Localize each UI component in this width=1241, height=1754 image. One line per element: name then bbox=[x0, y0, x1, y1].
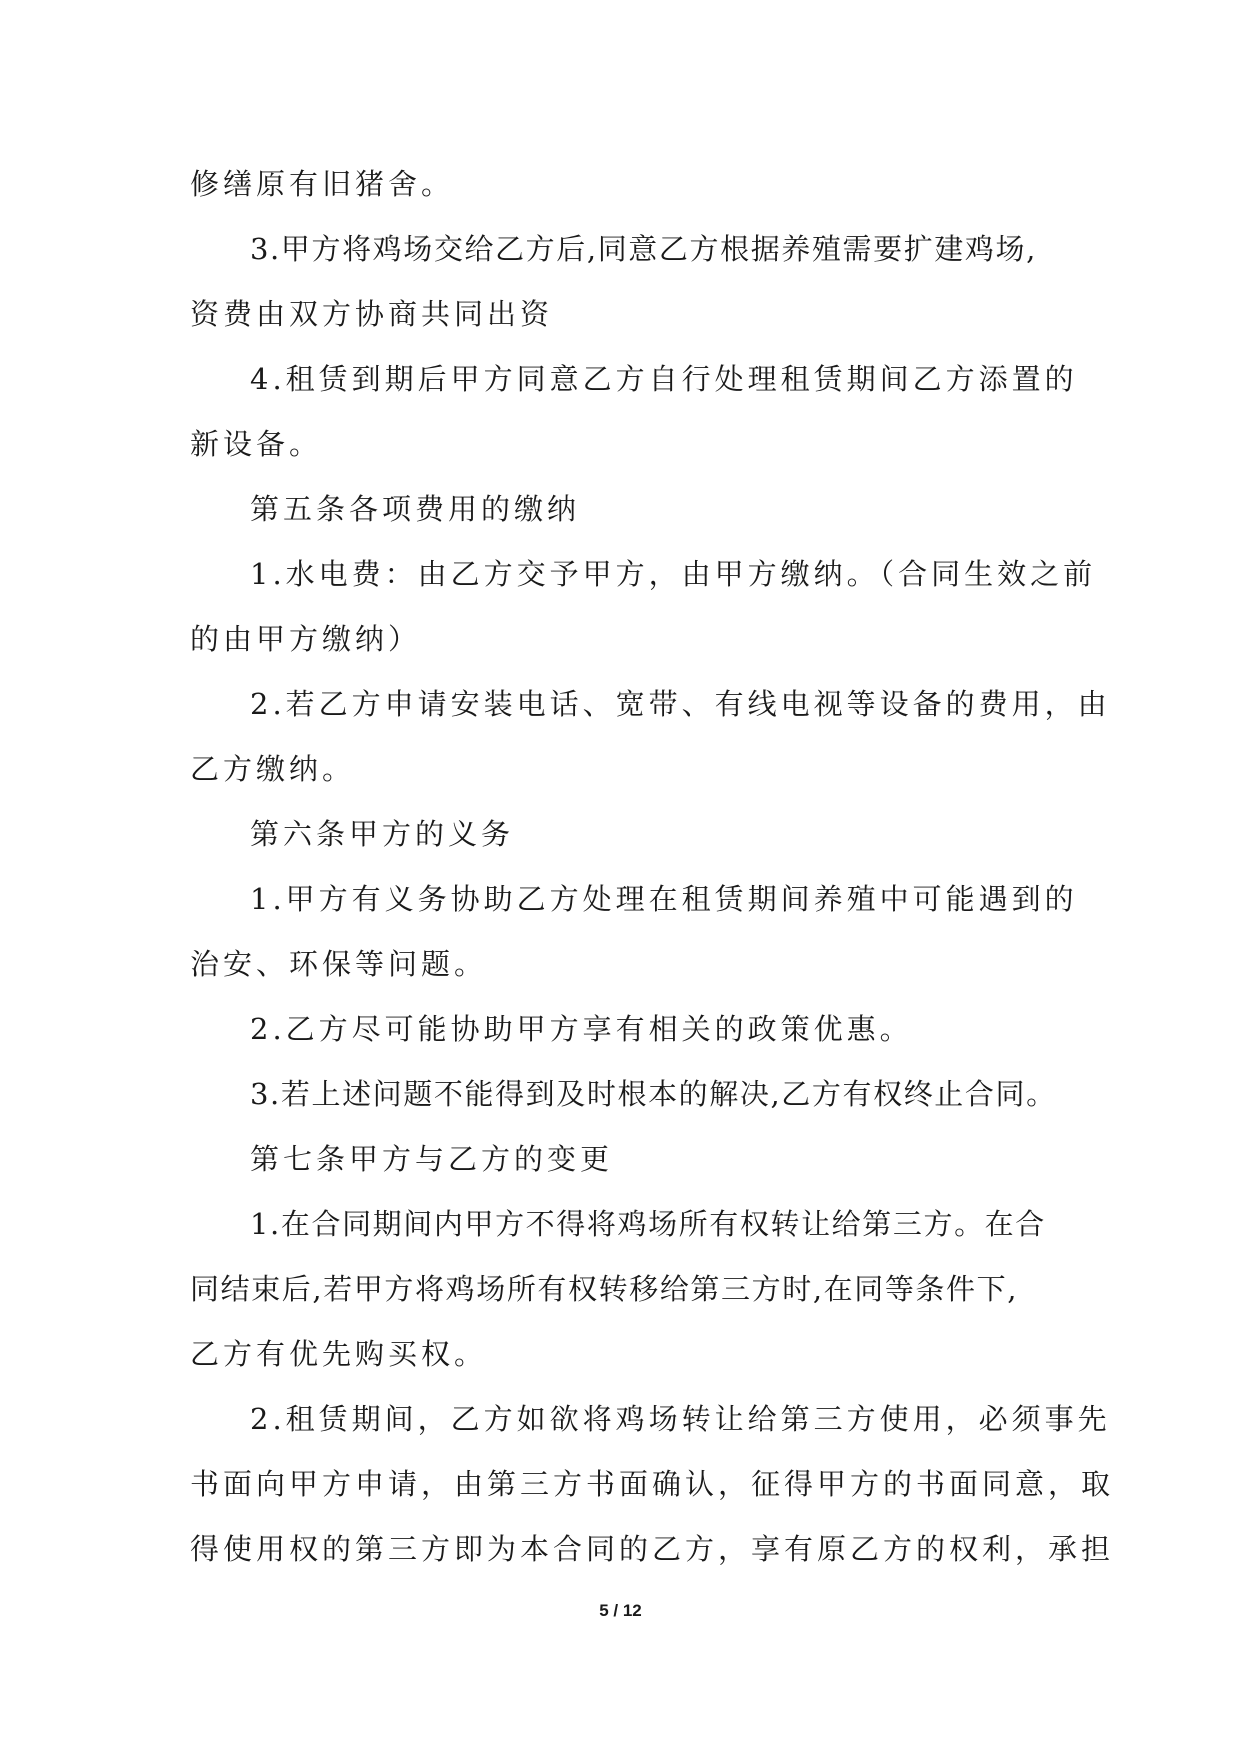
text-line: 同结束后,若甲方将鸡场所有权转移给第三方时,在同等条件下, bbox=[190, 1272, 1019, 1306]
text-line: 2.若乙方申请安装电话、宽带、有线电视等设备的费用，由 bbox=[250, 687, 1111, 721]
text-line: 治安、环保等问题。 bbox=[190, 947, 488, 981]
text-line: 1.在合同期间内甲方不得将鸡场所有权转让给第三方。在合 bbox=[250, 1207, 1046, 1241]
text-line: 3.甲方将鸡场交给乙方后,同意乙方根据养殖需要扩建鸡场, bbox=[250, 232, 1037, 266]
text-line: 2.乙方尽可能协助甲方享有相关的政策优惠。 bbox=[250, 1012, 913, 1046]
text-line: 的由甲方缴纳） bbox=[190, 622, 422, 656]
text-line: 乙方缴纳。 bbox=[190, 752, 356, 786]
text-line: 资费由双方协商共同出资 bbox=[190, 297, 554, 331]
text-line: 第七条甲方与乙方的变更 bbox=[250, 1142, 614, 1176]
text-line: 1.甲方有义务协助乙方处理在租赁期间养殖中可能遇到的 bbox=[250, 882, 1078, 916]
text-line: 2.租赁期间，乙方如欲将鸡场转让给第三方使用，必须事先 bbox=[250, 1402, 1111, 1436]
text-line: 修缮原有旧猪舍。 bbox=[190, 167, 455, 201]
text-line: 3.若上述问题不能得到及时根本的解决,乙方有权终止合同。 bbox=[250, 1077, 1057, 1111]
text-line: 乙方有优先购买权。 bbox=[190, 1337, 488, 1371]
text-line: 书面向甲方申请，由第三方书面确认，征得甲方的书面同意，取 bbox=[190, 1467, 1115, 1501]
text-line: 新设备。 bbox=[190, 427, 323, 461]
text-line: 第五条各项费用的缴纳 bbox=[250, 492, 581, 526]
text-line: 第六条甲方的义务 bbox=[250, 817, 515, 851]
text-line: 1.水电费：由乙方交予甲方，由甲方缴纳。（合同生效之前 bbox=[250, 557, 1097, 591]
page-number: 5 / 12 bbox=[599, 1601, 642, 1620]
text-line: 得使用权的第三方即为本合同的乙方，享有原乙方的权利，承担 bbox=[190, 1532, 1115, 1566]
document-body bbox=[190, 152, 1115, 1582]
text-line: 4.租赁到期后甲方同意乙方自行处理租赁期间乙方添置的 bbox=[250, 362, 1078, 396]
